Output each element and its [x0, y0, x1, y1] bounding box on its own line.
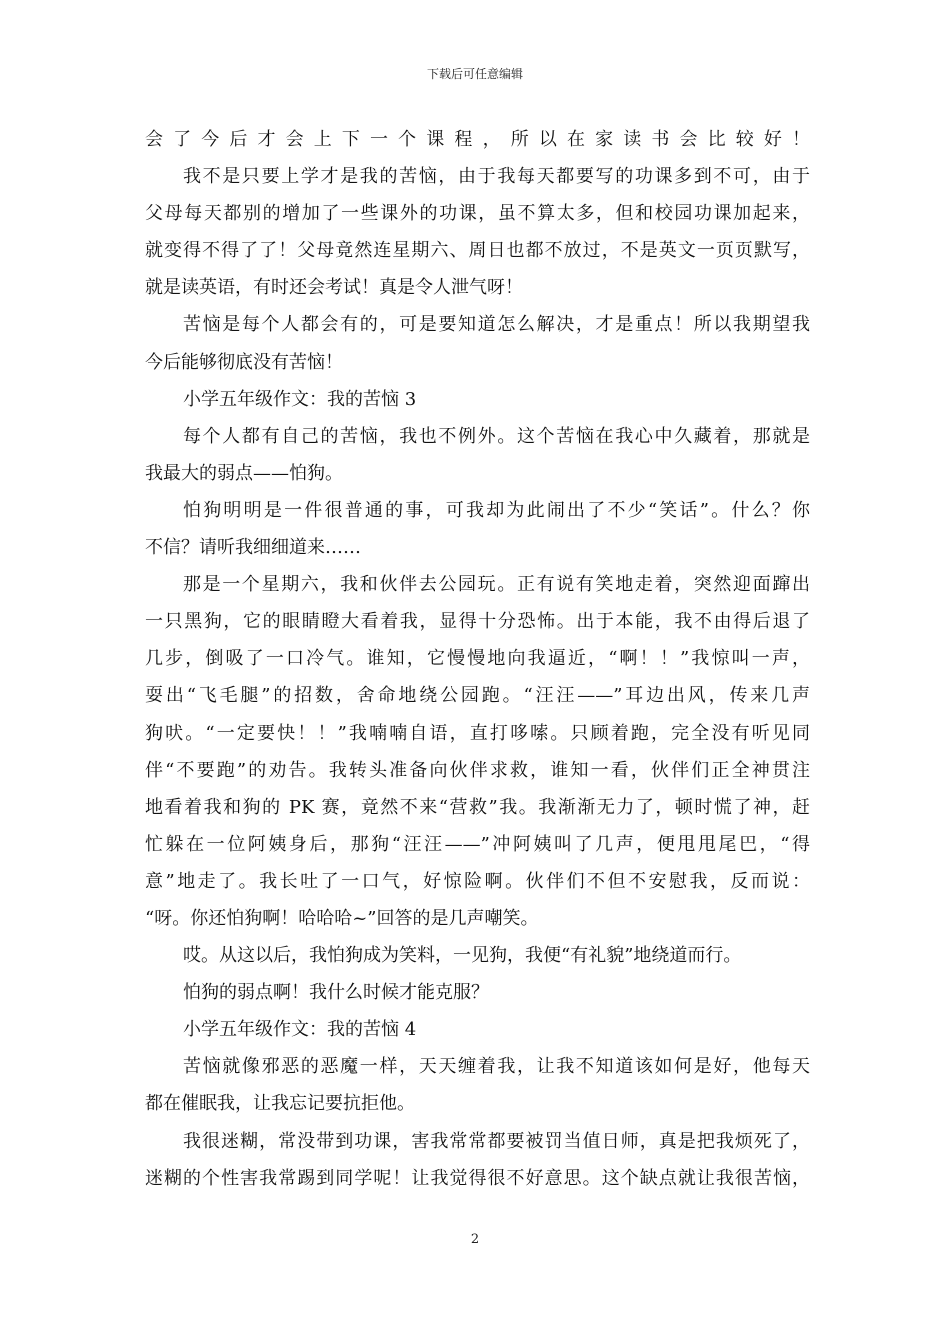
text-line: 苦恼是每个人都会有的，可是要知道怎么解决，才是重点！所以我期望我: [183, 314, 810, 336]
text-line: 我很迷糊，常没带到功课，害我常常都要被罚当值日师，真是把我烦死了，: [183, 1130, 810, 1152]
text-line: 会了今后才会上下一个课程，所以在家读书会比较好！: [145, 129, 810, 150]
document-body: [145, 121, 810, 1197]
text-line: 哎。从这以后，我怕狗成为笑料，一见狗，我便“有礼貌”地绕道而行。: [183, 945, 742, 967]
text-line: 一只黑狗，它的眼睛瞪大看着我，显得十分恐怖。出于本能，我不由得后退了: [145, 611, 810, 633]
text-line: 那是一个星期六，我和伙伴去公园玩。正有说有笑地走着，突然迎面蹿出: [183, 574, 810, 596]
text-line: 忙躲在一位阿姨身后，那狗“汪汪——”冲阿姨叫了几声，便甩甩尾巴，“得: [145, 833, 810, 855]
text-line: 耍出“飞毛腿”的招数，舍命地绕公园跑。“汪汪——”耳边出风，传来几声: [145, 685, 810, 707]
text-line: 伴“不要跑”的劝告。我转头准备向伙伴求救，谁知一看，伙伴们正全神贯注: [145, 759, 810, 781]
text-line: 就是读英语，有时还会考试！真是令人泄气呀！: [145, 277, 523, 299]
text-line: 怕狗的弱点啊！我什么时候才能克服？: [183, 982, 489, 1004]
section-heading: 小学五年级作文：我的苦恼 4: [183, 1019, 417, 1041]
text-line: 每个人都有自己的苦恼，我也不例外。这个苦恼在我心中久藏着，那就是: [183, 425, 810, 447]
text-line: 今后能够彻底没有苦恼！: [145, 351, 343, 373]
text-line: 迷糊的个性害我常踢到同学呢！让我觉得很不好意思。这个缺点就让我很苦恼，: [145, 1167, 810, 1189]
text-line: 父母每天都别的增加了一些课外的功课，虽不算太多，但和校园功课加起来，: [145, 203, 810, 225]
text-line: 几步，倒吸了一口冷气。谁知，它慢慢地向我逼近，“啊！！”我惊叫一声，: [145, 648, 810, 670]
text-line: 意”地走了。我长吐了一口气，好惊险啊。伙伴们不但不安慰我，反而说：: [145, 870, 810, 892]
text-line: 不信？请听我细细道来……: [145, 537, 361, 559]
page-number: 2: [470, 1232, 480, 1247]
text-line: 地看着我和狗的 PK 赛，竟然不来“营救”我。我渐渐无力了，顿时慌了神，赶: [145, 796, 810, 818]
text-line: 我不是只要上学才是我的苦恼，由于我每天都要写的功课多到不可，由于: [183, 166, 810, 188]
text-line: 都在催眠我，让我忘记要抗拒他。: [145, 1093, 415, 1115]
text-line: 苦恼就像邪恶的恶魔一样，天天缠着我，让我不知道该如何是好，他每天: [183, 1056, 810, 1078]
text-line: “呀。你还怕狗啊！哈哈哈~”回答的是几声嘲笑。: [145, 907, 539, 929]
section-heading: 小学五年级作文：我的苦恼 3: [183, 388, 417, 410]
page-header: 下载后可任意编辑: [426, 67, 523, 81]
text-line: 怕狗明明是一件很普通的事，可我却为此闹出了不少“笑话”。什么？你: [183, 499, 810, 521]
text-line: 就变得不得了了！父母竟然连星期六、周日也都不放过，不是英文一页页默写，: [145, 240, 810, 262]
text-line: 我最大的弱点——怕狗。: [145, 462, 343, 484]
text-line: 狗吠。“一定要快！！”我喃喃自语，直打哆嗦。只顾着跑，完全没有听见同: [145, 722, 810, 744]
